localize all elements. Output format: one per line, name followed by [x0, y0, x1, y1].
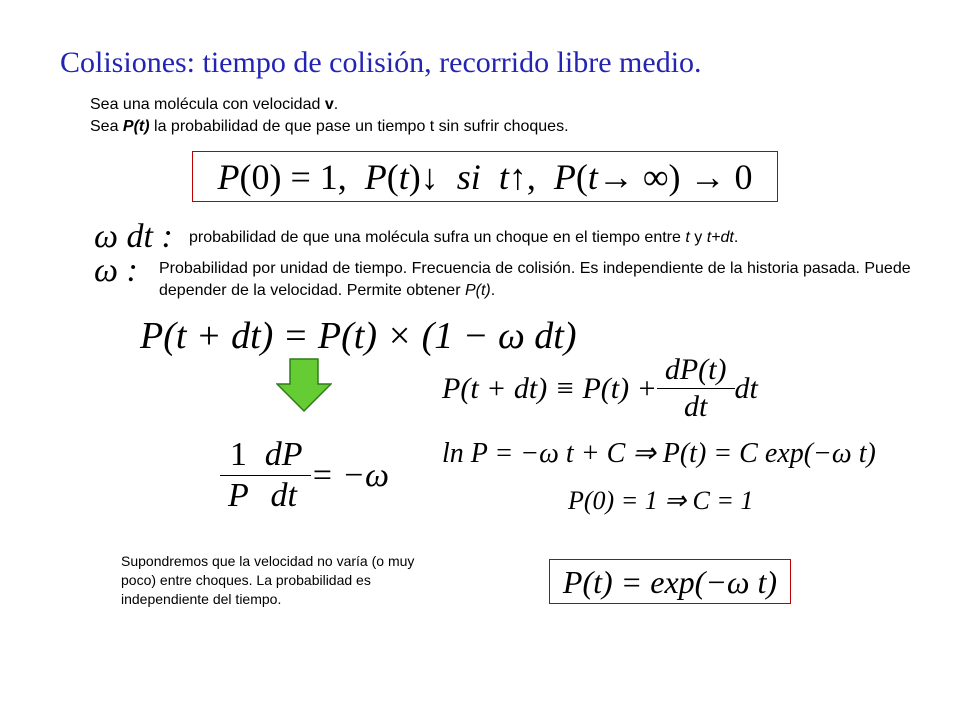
eq4-rhs: = −ω: [310, 456, 389, 494]
eq3-denominator: dt: [657, 388, 735, 422]
intro-line-1: [90, 94, 569, 116]
intro-text: [90, 94, 569, 138]
eq1-pt-close: ): [408, 156, 421, 197]
initial-conditions-equation-box: [192, 151, 778, 202]
final-result-box: P(t) = exp(−ω t): [549, 559, 791, 604]
omega-symbol: ω :: [94, 252, 138, 289]
eq1-t3: t: [587, 156, 598, 197]
eq3-lhs: P(t + dt) ≡ P(t) +: [442, 371, 657, 405]
slide-title: Colisiones: tiempo de colisión, recorrido libre medio.: [60, 46, 702, 79]
intro-line-2: [90, 116, 569, 138]
eq1-t1: t: [398, 156, 409, 197]
assumption-note: Supondremos que la velocidad no varía (o muy poco) entre choques. La probabilidad es independiente del tiempo.: [121, 553, 415, 607]
down-arrow-icon: ↓: [420, 156, 439, 197]
eq1-si: si: [456, 156, 481, 197]
velocity-symbol: v: [324, 96, 334, 113]
up-arrow-icon: ↑,: [508, 156, 536, 197]
freq-def-t: t: [685, 229, 690, 246]
eq4-fraction-2: [261, 438, 307, 513]
freq-def-a: probabilidad de que una molécula sufra un choque en el tiempo entre: [189, 229, 686, 246]
eq4-denominator-2: dt: [257, 475, 311, 513]
eq4-numerator-2: dP: [264, 436, 303, 473]
intro-line-2-start: Sea: [90, 118, 123, 135]
down-arrow-icon: [276, 358, 332, 412]
intro-line-1-period: .: [333, 96, 339, 113]
omega-dt-definition: [189, 227, 738, 249]
eq3-numerator: dP(t): [664, 353, 727, 386]
eq4-fraction-1: [224, 438, 253, 513]
freq-def-y: y: [689, 229, 707, 246]
rate-def-a: Probabilidad por unidad de tiempo. Frecuencia de colisión. Es independiente de la historia pasada. Puede depender de la velocidad. Permite obtener: [159, 260, 911, 299]
eq1-pt-open: (: [386, 156, 399, 197]
eq4-denominator-1: P: [220, 475, 257, 513]
freq-def-period: .: [733, 229, 739, 246]
eq3-fraction: [661, 355, 731, 422]
eq1-pinf: P: [553, 156, 576, 197]
eq1-limit: → ∞) → 0: [597, 156, 753, 197]
eq1-pinf-open: (: [575, 156, 588, 197]
eq4-numerator-1: 1: [229, 436, 247, 473]
eq1-pt: P: [364, 156, 387, 197]
rate-def-pt: P(t): [464, 282, 491, 299]
rate-def-period: .: [490, 282, 496, 299]
eq1-p0: P: [217, 156, 240, 197]
freq-def-tdt: t+dt: [706, 229, 734, 246]
probability-recurrence-equation: P(t + dt) = P(t) × (1 − ω dt): [140, 315, 577, 357]
differential-equation: [220, 438, 389, 513]
intro-line-1-text: Sea una molécula con velocidad: [90, 96, 325, 113]
eq1-p0-arg: (0) = 1,: [239, 156, 347, 197]
taylor-expansion-equation: [442, 355, 758, 422]
eq1-t2: t: [498, 156, 509, 197]
solution-equation: ln P = −ω t + C ⇒ P(t) = C exp(−ω t): [442, 438, 876, 469]
constant-equation: P(0) = 1 ⇒ C = 1: [568, 486, 754, 515]
intro-line-2-text: la probabilidad de que pase un tiempo t sin sufrir choques.: [149, 118, 569, 135]
eq3-rhs: dt: [734, 371, 758, 405]
omega-definition: [159, 258, 929, 302]
probability-symbol: P(t): [122, 118, 150, 135]
omega-dt-symbol: ω dt :: [94, 218, 173, 255]
